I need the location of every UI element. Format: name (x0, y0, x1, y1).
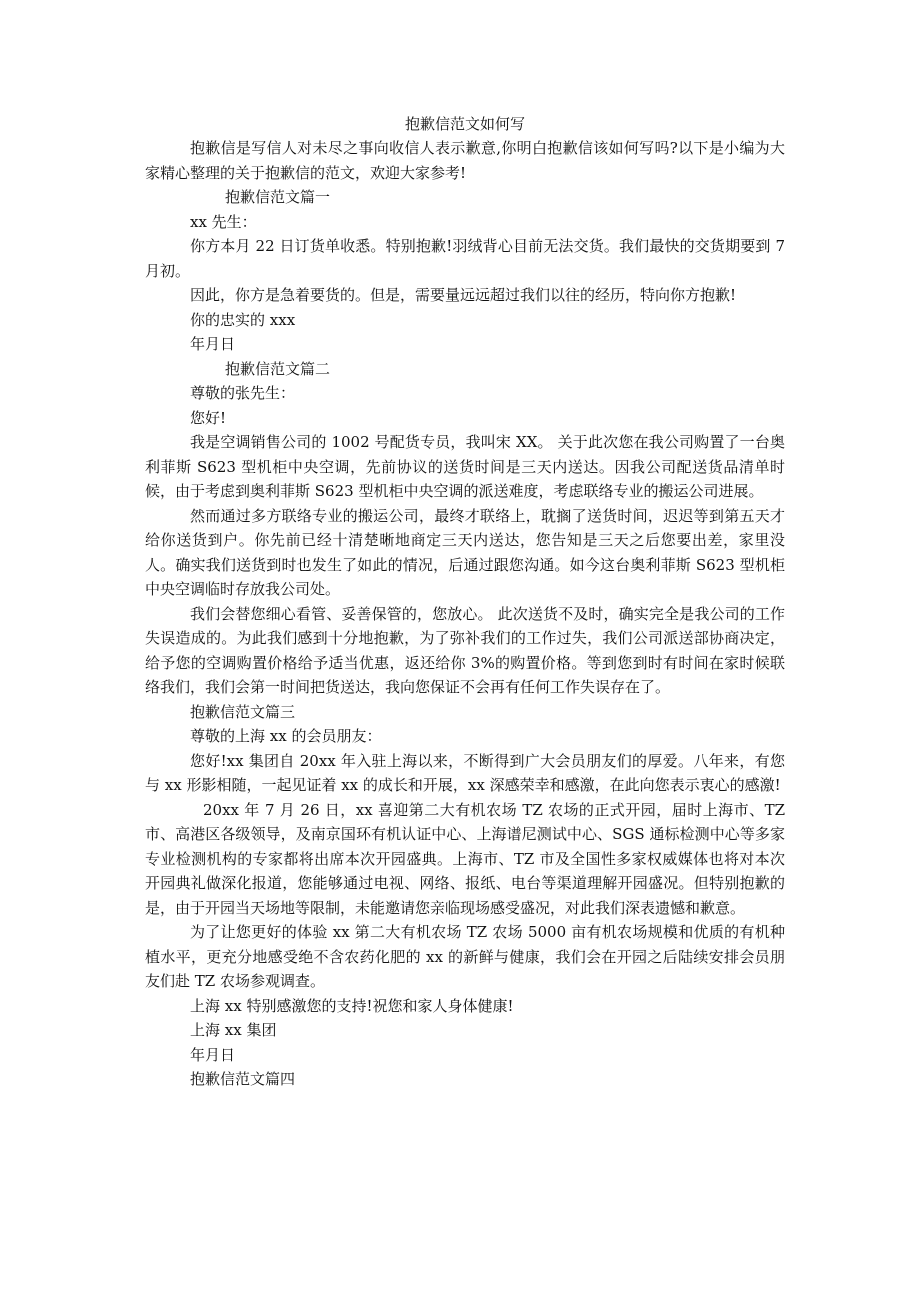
paragraph-4: 你方本月 22 日订货单收悉。特别抱歉!羽绒背心目前无法交货。我们最快的交货期要到 7 月初。 (145, 237, 785, 280)
paragraph-2: 抱歉信范文篇一 (225, 188, 331, 206)
paragraph-18: 为了让您更好的体验 xx 第二大有机农场 TZ 农场 5000 亩有机农场规模和优质的有机种植水平，更充分地感受绝不含农药化肥的 xx 的新鲜与健康，我们会在开园之后陆续安排会员朋友们赴 TZ 农场参观调查。 (145, 923, 785, 990)
paragraph-9: 尊敬的张先生： (190, 384, 296, 402)
paragraph-13: 我们会替您细心看管、妥善保管的，您放心。 此次送货不及时，确实完全是我公司的工作失误造成的。为此我们感到十分地抱歉，为了弥补我们的工作过失，我们公司派送部协商决定，给予您的空调购置价格给予适当优惠，返还给你 3%的购置价格。等到您到时有时间在家时候联络我们，我们会第一时间把货送达，我向您保证不会再有任何工作失误存在了。 (145, 604, 785, 696)
paragraph-20: 上海 xx 集团 (190, 1021, 277, 1039)
paragraph-1: 抱歉信是写信人对未尽之事向收信人表示歉意,你明白抱歉信该如何写吗?以下是小编为大家精心整理的关于抱歉信的范文，欢迎大家参考! (145, 139, 785, 182)
document-title: 抱歉信范文如何写 (404, 115, 525, 133)
paragraph-22: 抱歉信范文篇四 (190, 1070, 296, 1088)
paragraph-11: 我是空调销售公司的 1002 号配货专员，我叫宋 XX。 关于此次您在我公司购置了一台奥利菲斯 S623 型机柜中央空调，先前协议的送货时间是三天内送达。因我公司配送货品清单时候，由于考虑到奥利菲斯 S623 型机柜中央空调的派送难度，考虑联络专业的搬运公司进展。 (145, 433, 785, 500)
paragraph-5: 因此，你方是急着要货的。但是，需要量远远超过我们以往的经历，特向你方抱歉! (190, 286, 737, 304)
paragraph-6: 你的忠实的 xxx (190, 310, 296, 329)
document-body (145, 136, 785, 1092)
paragraph-7: 年月日 (190, 335, 236, 353)
paragraph-21: 年月日 (190, 1045, 236, 1064)
paragraph-19: 上海 xx 特别感激您的支持!祝您和家人身体健康! (190, 996, 514, 1015)
paragraph-16: 您好!xx 集团自 20xx 年入驻上海以来，不断得到广大会员朋友们的厚爱。八年来，有您与 xx 形影相随，一起见证着 xx 的成长和开展，xx 深感荣幸和感激，在此向您表示衷心的感激! (145, 751, 785, 794)
paragraph-12: 然而通过多方联络专业的搬运公司，最终才联络上，耽搁了送货时间，迟迟等到第五天才给你送货到户。你先前已经十清楚晰地商定三天内送达，您告知是三天之后您要出差，家里没人。确实我们送货到时也发生了如此的情况，后通过跟您沟通。如今这台奥利菲斯 S623 型机柜中央空调临时存放我公司处。 (145, 506, 785, 598)
document-page (145, 112, 785, 1092)
paragraph-3: xx 先生： (190, 212, 257, 231)
paragraph-15: 尊敬的上海 xx 的会员朋友： (190, 727, 382, 745)
paragraph-8: 抱歉信范文篇二 (225, 359, 331, 378)
paragraph-14: 抱歉信范文篇三 (190, 702, 296, 721)
paragraph-10: 您好! (190, 408, 227, 427)
paragraph-17: 20xx 年 7 月 26 日，xx 喜迎第二大有机农场 TZ 农场的正式开园，届时上海市、TZ 市、高港区各级领导，及南京国环有机认证中心、上海谱尼测试中心、SGS 通标检测中心等多家专业检测机构的专家都将出席本次开园盛典。上海市、TZ 市及全国性多家权威媒体也将对本次开园典礼做深化报道，您能够通过电视、网络、报纸、电台等渠道理解开园盛况。但特别抱歉的是，由于开园当天场地等限制，未能邀请您亲临现场感受盛况，对此我们深表遗憾和歉意。 (145, 800, 785, 917)
